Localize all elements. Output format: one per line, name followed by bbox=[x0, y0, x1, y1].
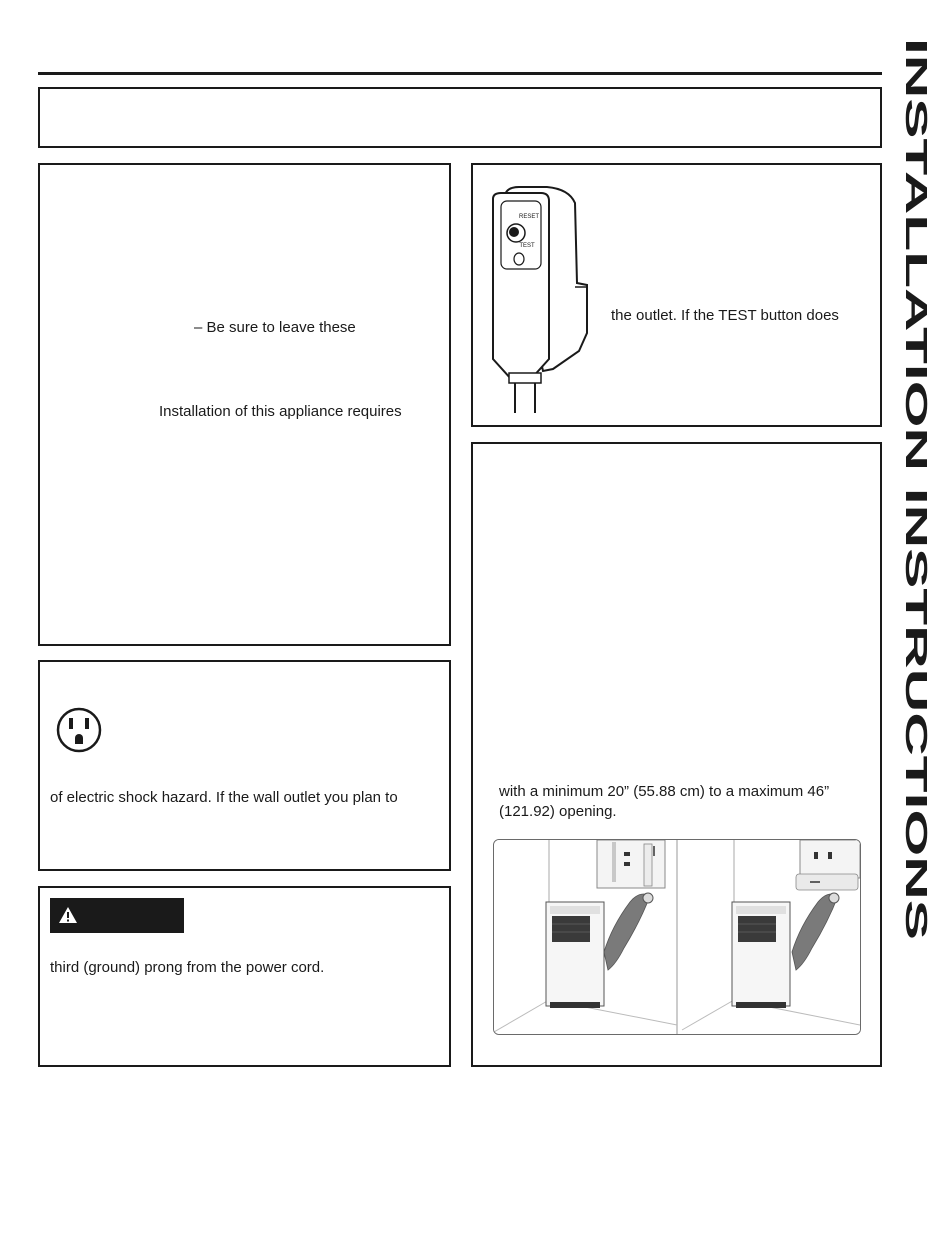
warning-triangle-icon bbox=[58, 906, 78, 924]
panel-text-opening-metric: (121.92) opening. bbox=[499, 803, 617, 820]
side-title-text: INSTALLATION INSTRUCTIONS bbox=[899, 38, 934, 502]
panel-text-installation-requires: Installation of this appliance requires bbox=[159, 403, 402, 420]
reset-label: RESET bbox=[518, 214, 540, 220]
grounding-panel bbox=[38, 660, 451, 871]
warning-banner bbox=[50, 898, 184, 933]
grounded-outlet-icon bbox=[55, 706, 103, 754]
header-box bbox=[38, 87, 882, 148]
panel-text-opening-range: with a minimum 20” (55.88 cm) to a maximum 46” bbox=[499, 783, 830, 800]
panel-text-shock-hazard: of electric shock hazard. If the wall outlet you plan to bbox=[50, 789, 398, 806]
panel-text-leave-these: – Be sure to leave these bbox=[194, 319, 356, 336]
header-rule bbox=[38, 72, 882, 75]
panel-text-test-button: the outlet. If the TEST button does bbox=[611, 307, 839, 324]
plug-panel bbox=[471, 163, 882, 427]
gfci-plug-illustration bbox=[485, 183, 595, 413]
panel-text-ground-prong: third (ground) prong from the power cord. bbox=[50, 959, 325, 976]
left-top-panel bbox=[38, 163, 451, 646]
test-label: TEST bbox=[519, 243, 535, 249]
side-title bbox=[892, 38, 944, 948]
window-installation-photo bbox=[493, 839, 861, 1035]
